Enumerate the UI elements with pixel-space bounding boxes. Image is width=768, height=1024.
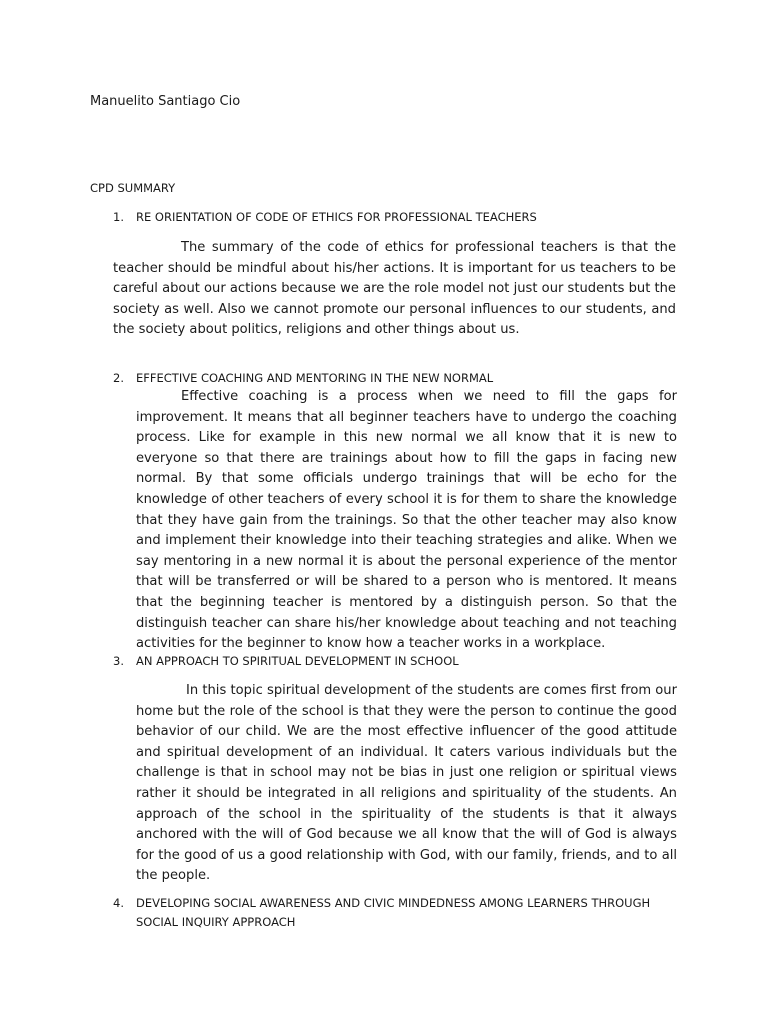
section-1-body: The summary of the code of ethics for professional teachers is that the teacher should be mindful about his/her actions. It is important for us teachers to be careful about our actions because we are the role model not just our students but the society as well. Also we cannot promote our personal influences to our students, and the society about politics, religions and other things about us. (113, 240, 676, 338)
section-2-body: Effective coaching is a process when we need to fill the gaps for improvement. It means that all beginner teachers have to undergo the coaching process. Like for example in this new normal we all know that it is new to everyone so that there are trainings about how to fill the gaps in facing new normal. By that some officials undergo trainings that will be echo for the knowledge of other teachers of every school it is for them to share the knowledge that they have gain from the trainings. So that the other teacher may also know and implement their knowledge into their teaching strategies and alike. When we say mentoring in a new normal it is about the personal experience of the mentor that will be transferred or will be shared to a person who is mentored. It means that the beginning teacher is mentored by a distinguish person. So that the distinguish teacher can share his/her knowledge about teaching and not teaching activities for the beginner to know how a teacher works in a workplace. (136, 389, 677, 652)
section-2-number: 2. (113, 371, 124, 385)
section-4-title: DEVELOPING SOCIAL AWARENESS AND CIVIC MINDEDNESS AMONG LEARNERS THROUGH SOCIAL INQUIRY APPROACH (136, 896, 651, 929)
section-3-body: In this topic spiritual development of the students are comes first from our home but the role of the school is that they were the person to continue the good behavior of our child. We are the most effective influencer of the good attitude and spiritual development of an individual. It caters various individuals but the challenge is that in school may not be bias in just one religion or spiritual views rather it should be integrated in all religions and spirituality of the students. An approach of the school in the spirituality of the students is that it always anchored with the will of God because we all know that the will of God is always for the good of us a good relationship with God, with our family, friends, and to all the people. (136, 683, 677, 884)
section-4-number: 4. (113, 896, 124, 910)
section-3-title: AN APPROACH TO SPIRITUAL DEVELOPMENT IN SCHOOL (136, 654, 459, 668)
section-1-number: 1. (113, 210, 124, 224)
author-name: Manuelito Santiago Cio (90, 94, 241, 109)
document-heading: CPD SUMMARY (90, 181, 176, 195)
section-2-title: EFFECTIVE COACHING AND MENTORING IN THE NEW NORMAL (136, 371, 494, 385)
section-3-number: 3. (113, 654, 124, 668)
section-1-title: RE ORIENTATION OF CODE OF ETHICS FOR PROFESSIONAL TEACHERS (136, 210, 537, 224)
